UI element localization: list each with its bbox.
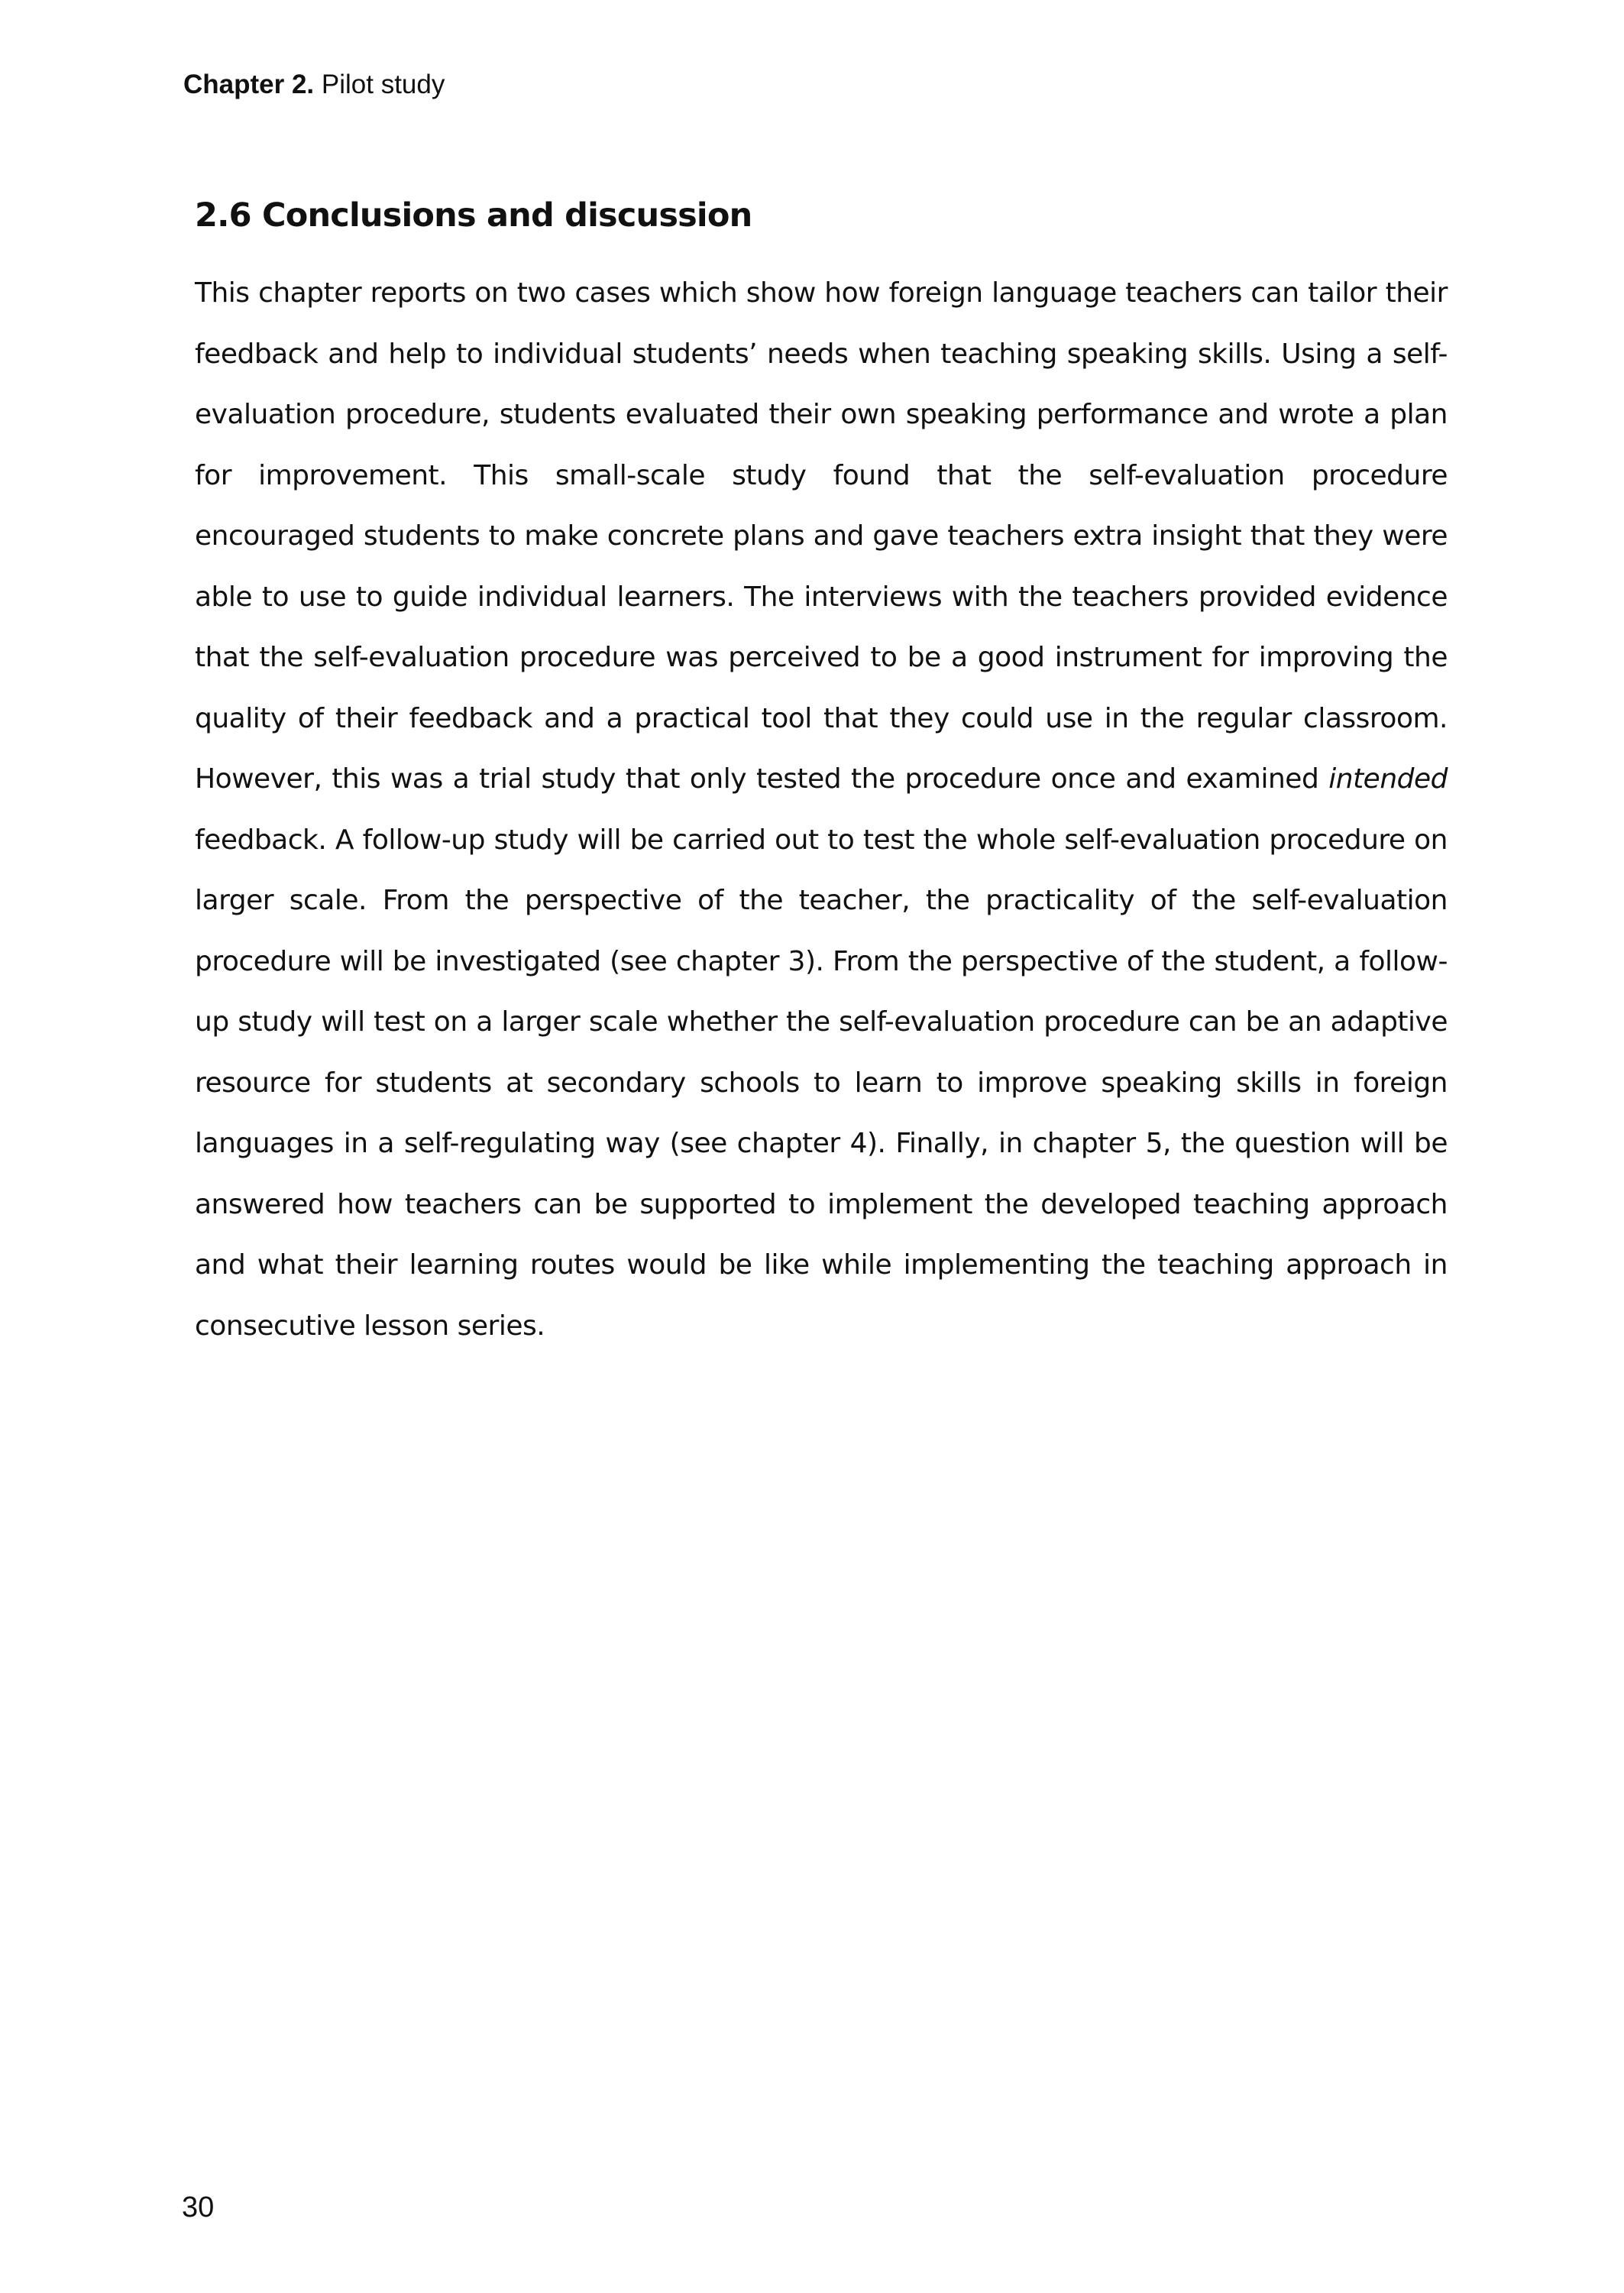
section-heading: 2.6 Conclusions and discussion — [195, 196, 752, 235]
paragraph-text-part-2: feedback. A follow-up study will be carried out to test the whole self-evaluation procedure on larger scale. From the perspective of the teacher, the practicality of the self-evaluation procedure will be investigated (see chapter 3). From the perspective of the student, a follow-up study will test on a larger scale whether the self-evaluation procedure can be an adaptive resource for students at secondary schools to learn to improve speaking skills in foreign languages in a self-regulating way (see chapter 4). Finally, in chapter 5, the question will be answered how teachers can be supported to implement the developed teaching approach and what their learning routes would be like while implementing the teaching approach in consecutive lesson series. — [195, 824, 1448, 1342]
chapter-label: Chapter 2. — [183, 70, 315, 99]
body-paragraph — [195, 263, 1448, 1356]
emphasized-word: intended — [1328, 763, 1448, 795]
page-number: 30 — [182, 2191, 215, 2223]
chapter-title: Pilot study — [321, 70, 445, 99]
running-header — [183, 67, 445, 102]
paragraph-text-part-1: This chapter reports on two cases which show how foreign language teachers can tailor their feedback and help to individual students’ needs when teaching speaking skills. Using a self-evaluation procedure, students evaluated their own speaking performance and wrote a plan for improvement. This small-scale study found that the self-evaluation procedure encouraged students to make concrete plans and gave teachers extra insight that they were able to use to guide individual learners. The interviews with the teachers provided evidence that the self-evaluation procedure was perceived to be a good instrument for improving the quality of their feedback and a practical tool that they could use in the regular classroom. However, this was a trial study that only tested the procedure once and examined — [195, 277, 1448, 795]
